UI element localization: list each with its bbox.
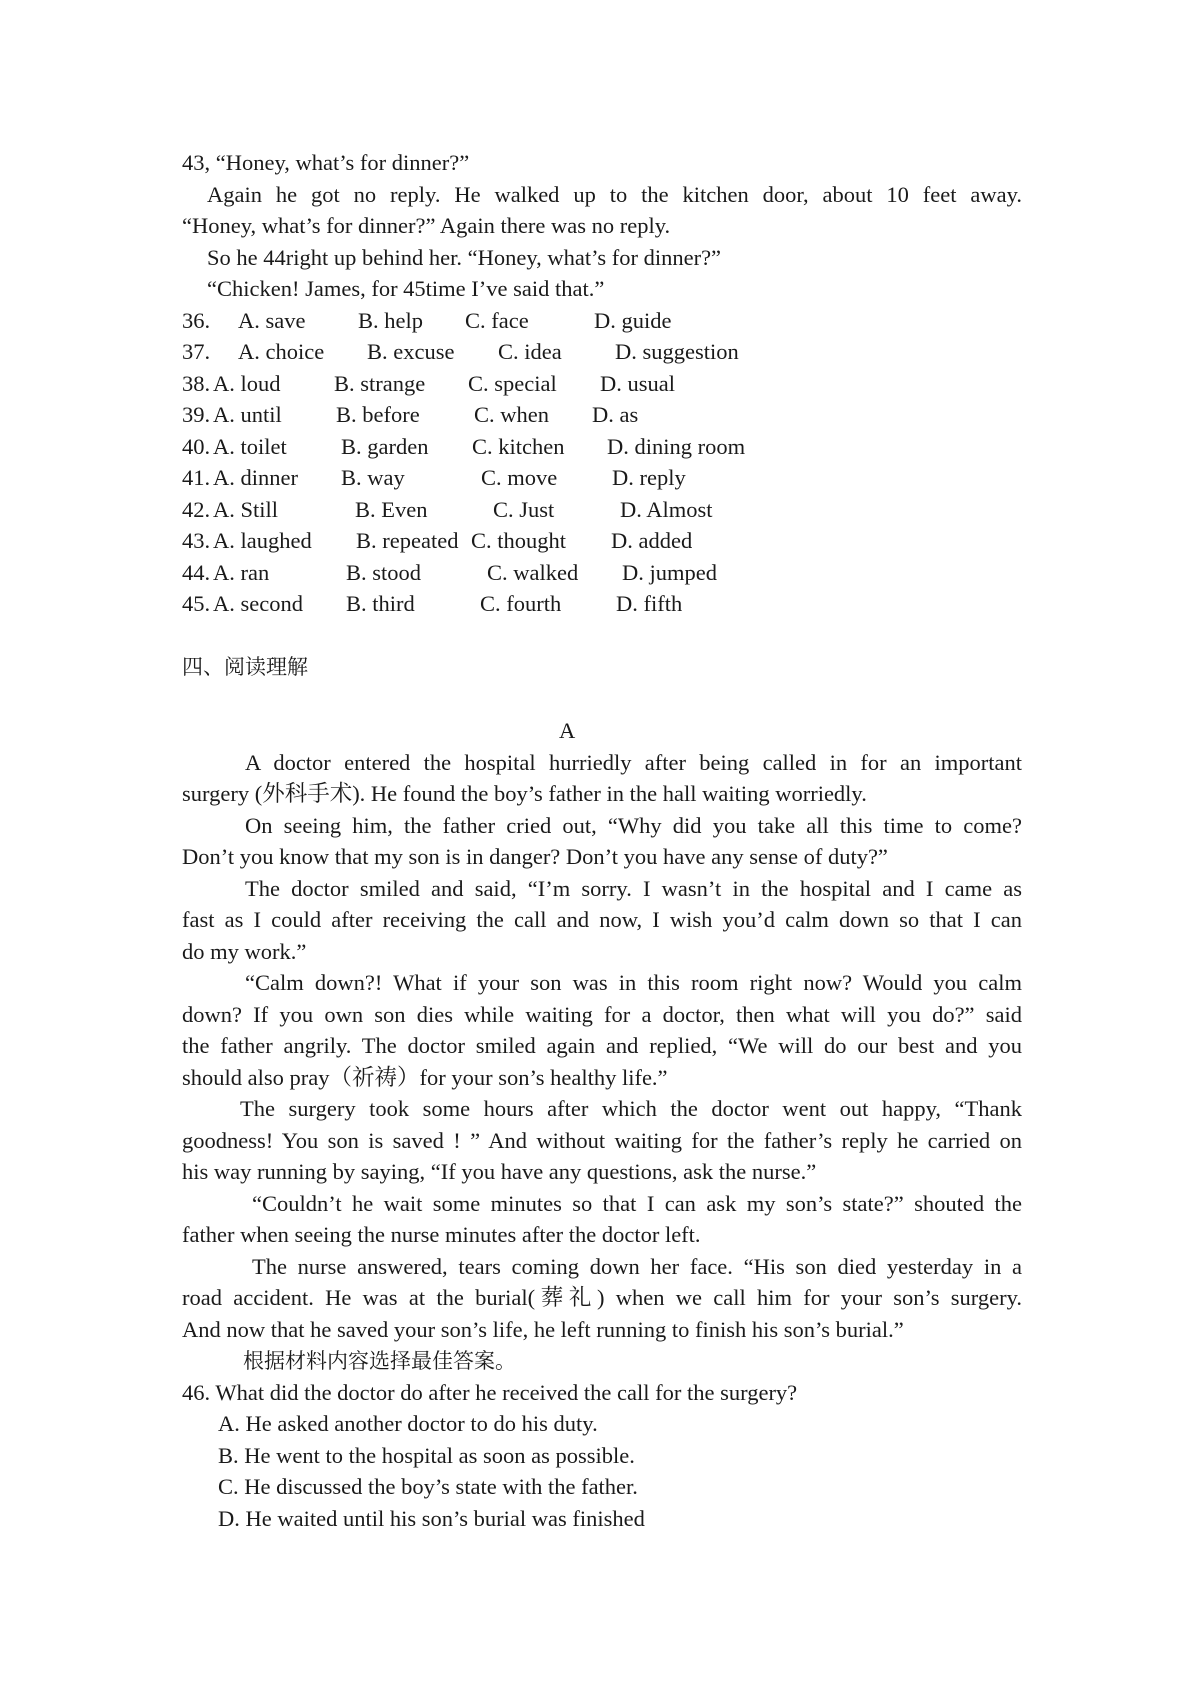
option-b: B. stood bbox=[346, 560, 422, 585]
option-b: B. third bbox=[346, 591, 415, 616]
question-number: 39. bbox=[182, 402, 211, 427]
passage-title: A bbox=[559, 718, 576, 743]
option-c: C. special bbox=[468, 371, 557, 396]
option-d: D. added bbox=[611, 528, 693, 553]
option-a: A. save bbox=[238, 308, 306, 333]
paragraph-line: Don’t you know that my son is in danger? Don’t you have any sense of duty?” bbox=[182, 844, 888, 869]
answer-option-d: D. He waited until his son’s burial was finished bbox=[218, 1506, 645, 1531]
option-a: A. ran bbox=[213, 560, 270, 585]
paragraph-line: father when seeing the nurse minutes after the doctor left. bbox=[182, 1222, 701, 1247]
option-d: D. Almost bbox=[620, 497, 713, 522]
paragraph-line: should also pray（祈祷）for your son’s healthy life.” bbox=[182, 1065, 668, 1090]
question-number: 38. bbox=[182, 371, 211, 396]
paragraph-line: And now that he saved your son’s life, he left running to finish his son’s burial.” bbox=[182, 1317, 904, 1342]
question-number: 41. bbox=[182, 465, 211, 490]
option-a: A. toilet bbox=[213, 434, 287, 459]
option-a: A. dinner bbox=[213, 465, 298, 490]
paragraph-line: fast as I could after receiving the call and now, I wish you’d calm down so that I can bbox=[182, 907, 1022, 932]
option-a: A. loud bbox=[213, 371, 281, 396]
paragraph-line: his way running by saying, “If you have any questions, ask the nurse.” bbox=[182, 1159, 817, 1184]
question-number: 36. bbox=[182, 308, 211, 333]
option-b: B. way bbox=[341, 465, 405, 490]
paragraph-line: A doctor entered the hospital hurriedly after being called in for an important bbox=[245, 750, 1022, 775]
option-c: C. Just bbox=[493, 497, 555, 522]
instruction: 根据材料内容选择最佳答案。 bbox=[243, 1349, 516, 1373]
answer-option-a: A. He asked another doctor to do his duty. bbox=[218, 1411, 598, 1436]
option-c: C. walked bbox=[487, 560, 579, 585]
paragraph-line: The surgery took some hours after which the doctor went out happy, “Thank bbox=[240, 1096, 1022, 1121]
cloze-line-3: “Honey, what’s for dinner?” Again there was no reply. bbox=[182, 213, 671, 238]
option-c: C. fourth bbox=[480, 591, 562, 616]
question-number: 45. bbox=[182, 591, 211, 616]
option-b: B. garden bbox=[341, 434, 429, 459]
option-c: C. kitchen bbox=[472, 434, 565, 459]
paragraph-line: surgery (外科手术). He found the boy’s father in the hall waiting worriedly. bbox=[182, 781, 867, 806]
question-stem: 46. What did the doctor do after he received the call for the surgery? bbox=[182, 1380, 798, 1405]
cloze-line-1: 43, “Honey, what’s for dinner?” bbox=[182, 150, 470, 175]
paragraph-line: down? If you own son dies while waiting for a doctor, then what will you do?” said bbox=[182, 1002, 1022, 1027]
paragraph-line: The doctor smiled and said, “I’m sorry. I wasn’t in the hospital and I came as bbox=[245, 876, 1022, 901]
option-d: D. suggestion bbox=[615, 339, 739, 364]
option-b: B. strange bbox=[334, 371, 426, 396]
paragraph-line: do my work.” bbox=[182, 939, 307, 964]
option-b: B. Even bbox=[355, 497, 428, 522]
question-number: 42. bbox=[182, 497, 211, 522]
option-d: D. dining room bbox=[607, 434, 746, 459]
option-b: B. before bbox=[336, 402, 420, 427]
option-a: A. laughed bbox=[213, 528, 312, 553]
paragraph-line: “Calm down?! What if your son was in this room right now? Would you calm bbox=[245, 970, 1022, 995]
option-a: A. Still bbox=[213, 497, 279, 522]
option-a: A. choice bbox=[238, 339, 325, 364]
option-b: B. help bbox=[358, 308, 423, 333]
question-number: 40. bbox=[182, 434, 211, 459]
paragraph-line: The nurse answered, tears coming down her face. “His son died yesterday in a bbox=[252, 1254, 1022, 1279]
option-b: B. repeated bbox=[356, 528, 459, 553]
paragraph-line: the father angrily. The doctor smiled again and replied, “We will do our best and you bbox=[182, 1033, 1022, 1058]
cloze-line-4: So he 44right up behind her. “Honey, what’s for dinner?” bbox=[207, 245, 722, 270]
option-d: D. guide bbox=[594, 308, 672, 333]
paragraph-line: On seeing him, the father cried out, “Why did you take all this time to come? bbox=[245, 813, 1022, 838]
option-b: B. excuse bbox=[367, 339, 455, 364]
option-c: C. idea bbox=[498, 339, 562, 364]
option-d: D. reply bbox=[612, 465, 686, 490]
option-d: D. usual bbox=[600, 371, 675, 396]
paragraph-line: road accident. He was at the burial(葬礼) when we call him for your son’s surgery. bbox=[182, 1285, 1022, 1310]
option-c: C. face bbox=[465, 308, 529, 333]
cloze-line-5: “Chicken! James, for 45time I’ve said that.” bbox=[207, 276, 605, 301]
option-c: C. thought bbox=[471, 528, 567, 553]
paragraph-line: goodness! You son is saved ! ” And without waiting for the father’s reply he carried on bbox=[182, 1128, 1022, 1153]
option-a: A. until bbox=[213, 402, 282, 427]
option-d: D. jumped bbox=[622, 560, 717, 585]
question-number: 44. bbox=[182, 560, 211, 585]
option-d: D. fifth bbox=[616, 591, 683, 616]
option-c: C. when bbox=[474, 402, 549, 427]
option-d: D. as bbox=[592, 402, 639, 427]
question-number: 43. bbox=[182, 528, 211, 553]
paragraph-line: “Couldn’t he wait some minutes so that I can ask my son’s state?” shouted the bbox=[252, 1191, 1022, 1216]
cloze-line-2: Again he got no reply. He walked up to the kitchen door, about 10 feet away. bbox=[207, 182, 1022, 207]
option-c: C. move bbox=[481, 465, 558, 490]
question-number: 37. bbox=[182, 339, 211, 364]
answer-option-c: C. He discussed the boy’s state with the father. bbox=[218, 1474, 638, 1499]
option-a: A. second bbox=[213, 591, 303, 616]
answer-option-b: B. He went to the hospital as soon as possible. bbox=[218, 1443, 635, 1468]
section-heading: 四、阅读理解 bbox=[182, 655, 308, 679]
